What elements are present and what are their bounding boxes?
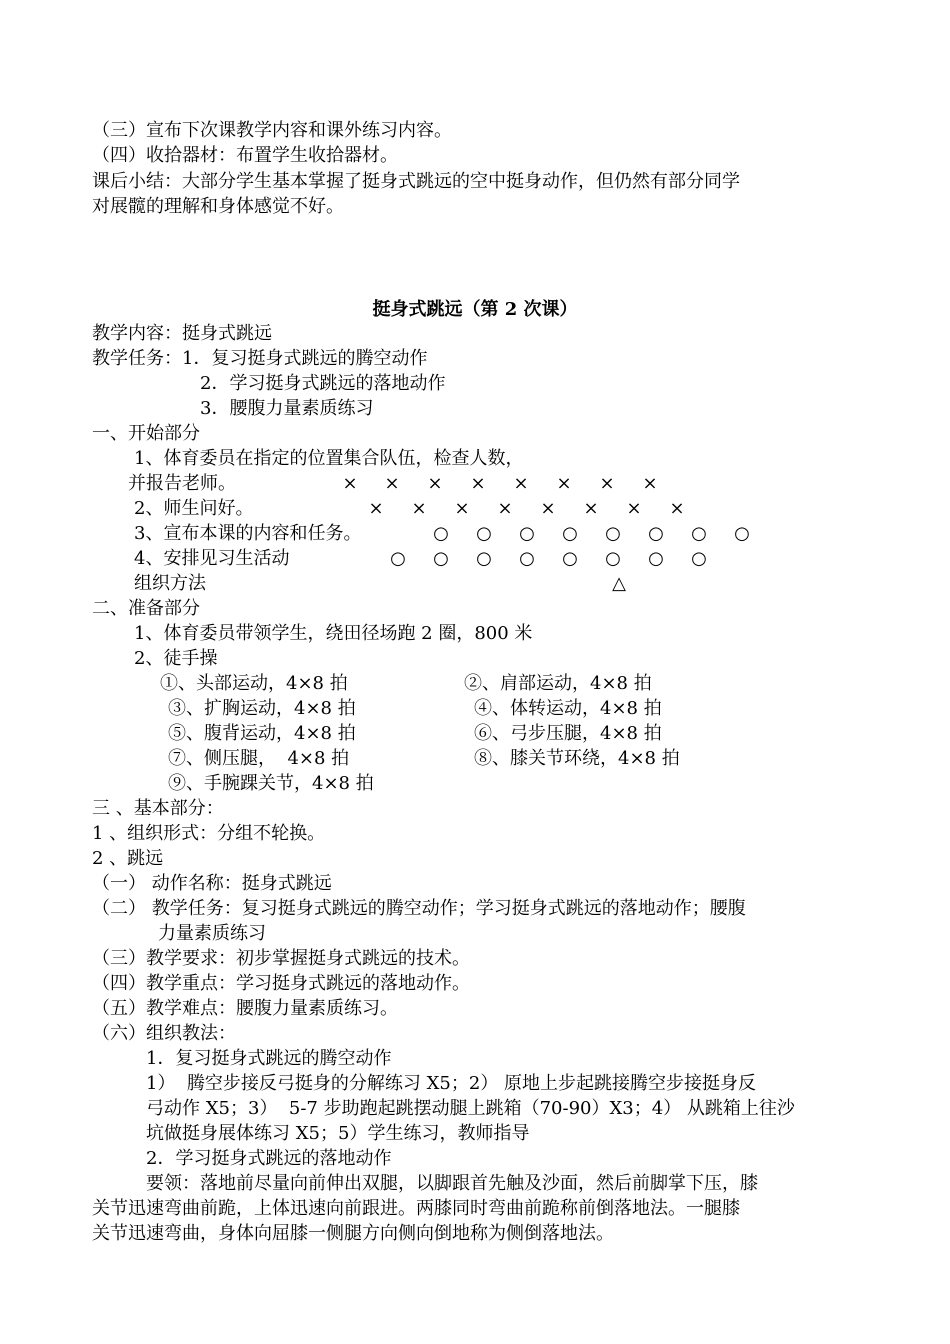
text-line: （三）宣布下次课教学内容和课外练习内容。 (92, 120, 452, 141)
text-line: 3、宣布本课的内容和任务。 (134, 523, 362, 544)
text-line: 对展髋的理解和身体感觉不好。 (92, 196, 344, 217)
task-line: 2．学习挺身式跳远的落地动作 (200, 373, 446, 394)
student-mark: × (454, 498, 470, 519)
student-mark: ○ (605, 548, 621, 569)
student-mark: × (669, 498, 685, 519)
method-step: 1．复习挺身式跳远的腾空动作 (146, 1048, 392, 1069)
exercise-item: ④、体转运动，4×8 拍 (474, 698, 662, 719)
student-mark: ○ (562, 548, 578, 569)
text-line: 1、体育委员带领学生，绕田径场跑 2 圈，800 米 (134, 623, 533, 644)
text-line: 1 、组织形式：分组不轮换。 (92, 823, 326, 844)
method-step: 2．学习挺身式跳远的落地动作 (146, 1148, 392, 1169)
section-heading: 二、准备部分 (92, 598, 200, 619)
text-line: 要领：落地前尽量向前伸出双腿，以脚跟首先触及沙面，然后前脚掌下压，膝 (146, 1173, 758, 1194)
text-line: （三）教学要求：初步掌握挺身式跳远的技术。 (92, 948, 470, 969)
student-mark: × (583, 498, 599, 519)
exercise-item: ⑤、腹背运动，4×8 拍 (168, 723, 356, 744)
text-line: 2、徒手操 (134, 648, 218, 669)
text-line: 并报告老师。 (128, 473, 236, 494)
text-line: （四）教学重点：学习挺身式跳远的落地动作。 (92, 973, 470, 994)
student-mark: ○ (605, 523, 621, 544)
student-mark: ○ (648, 523, 664, 544)
text-line: 1、体育委员在指定的位置集合队伍，检查人数， (134, 448, 524, 469)
lesson-title: 挺身式跳远（第 2 次课） (372, 299, 578, 320)
text-line: 力量素质练习 (158, 923, 266, 944)
exercise-item: ⑦、侧压腿， 4×8 拍 (168, 748, 350, 769)
student-mark: × (368, 498, 384, 519)
teaching-content: 教学内容：挺身式跳远 (92, 323, 272, 344)
student-mark: × (342, 473, 358, 494)
text-line: （一） 动作名称：挺身式跳远 (92, 873, 332, 894)
task-line: 3．腰腹力量素质练习 (200, 398, 374, 419)
student-mark: ○ (433, 523, 449, 544)
student-mark: × (599, 473, 615, 494)
exercise-item: ①、头部运动，4×8 拍 (160, 673, 348, 694)
teacher-mark: △ (612, 573, 626, 594)
student-mark: × (411, 498, 427, 519)
text-line: （六）组织教法： (92, 1023, 236, 1044)
text-line: 4、安排见习生活动 (134, 548, 290, 569)
student-mark: ○ (562, 523, 578, 544)
student-mark: × (427, 473, 443, 494)
student-mark: × (540, 498, 556, 519)
student-mark: × (626, 498, 642, 519)
text-line: 关节迅速弯曲，身体向屈膝一侧腿方向侧向倒地称为侧倒落地法。 (92, 1223, 614, 1244)
student-mark: × (470, 473, 486, 494)
student-mark: ○ (691, 523, 707, 544)
exercise-item: ③、扩胸运动，4×8 拍 (168, 698, 356, 719)
task-line: 教学任务：1．复习挺身式跳远的腾空动作 (92, 348, 428, 369)
text-line: 2 、跳远 (92, 848, 164, 869)
text-line: （二） 教学任务：复习挺身式跳远的腾空动作；学习挺身式跳远的落地动作；腰腹 (92, 898, 746, 919)
text-line: 关节迅速弯曲前跪，上体迅速向前跟进。两膝同时弯曲前跪称前倒落地法。一腿膝 (92, 1198, 740, 1219)
exercise-item: ②、肩部运动，4×8 拍 (464, 673, 652, 694)
student-mark: ○ (433, 548, 449, 569)
student-mark: × (642, 473, 658, 494)
student-mark: ○ (691, 548, 707, 569)
text-line: 1） 腾空步接反弓挺身的分解练习 X5；2） 原地上步起跳接腾空步接挺身反 (146, 1073, 757, 1094)
text-line: 弓动作 X5；3） 5-7 步助跑起跳摆动腿上跳箱（70-90）X3；4） 从跳箱上往沙 (146, 1098, 795, 1119)
student-mark: ○ (390, 548, 406, 569)
text-line: （五）教学难点：腰腹力量素质练习。 (92, 998, 398, 1019)
student-mark: × (556, 473, 572, 494)
section-heading: 三 、基本部分： (92, 798, 224, 819)
student-mark: ○ (648, 548, 664, 569)
exercise-item: ⑧、膝关节环绕，4×8 拍 (474, 748, 680, 769)
exercise-item: ⑥、弓步压腿，4×8 拍 (474, 723, 662, 744)
text-line: 组织方法 (134, 573, 206, 594)
exercise-item: ⑨、手腕踝关节，4×8 拍 (168, 773, 374, 794)
text-line: （四）收拾器材：布置学生收拾器材。 (92, 145, 398, 166)
student-mark: × (513, 473, 529, 494)
text-line: 课后小结：大部分学生基本掌握了挺身式跳远的空中挺身动作，但仍然有部分同学 (92, 171, 740, 192)
student-mark: ○ (476, 548, 492, 569)
student-mark: ○ (519, 523, 535, 544)
student-mark: ○ (519, 548, 535, 569)
student-mark: × (497, 498, 513, 519)
student-mark: ○ (734, 523, 750, 544)
student-mark: × (384, 473, 400, 494)
text-line: 2、师生问好。 (134, 498, 254, 519)
section-heading: 一、开始部分 (92, 423, 200, 444)
student-mark: ○ (476, 523, 492, 544)
text-line: 坑做挺身展体练习 X5；5）学生练习，教师指导 (146, 1123, 530, 1144)
